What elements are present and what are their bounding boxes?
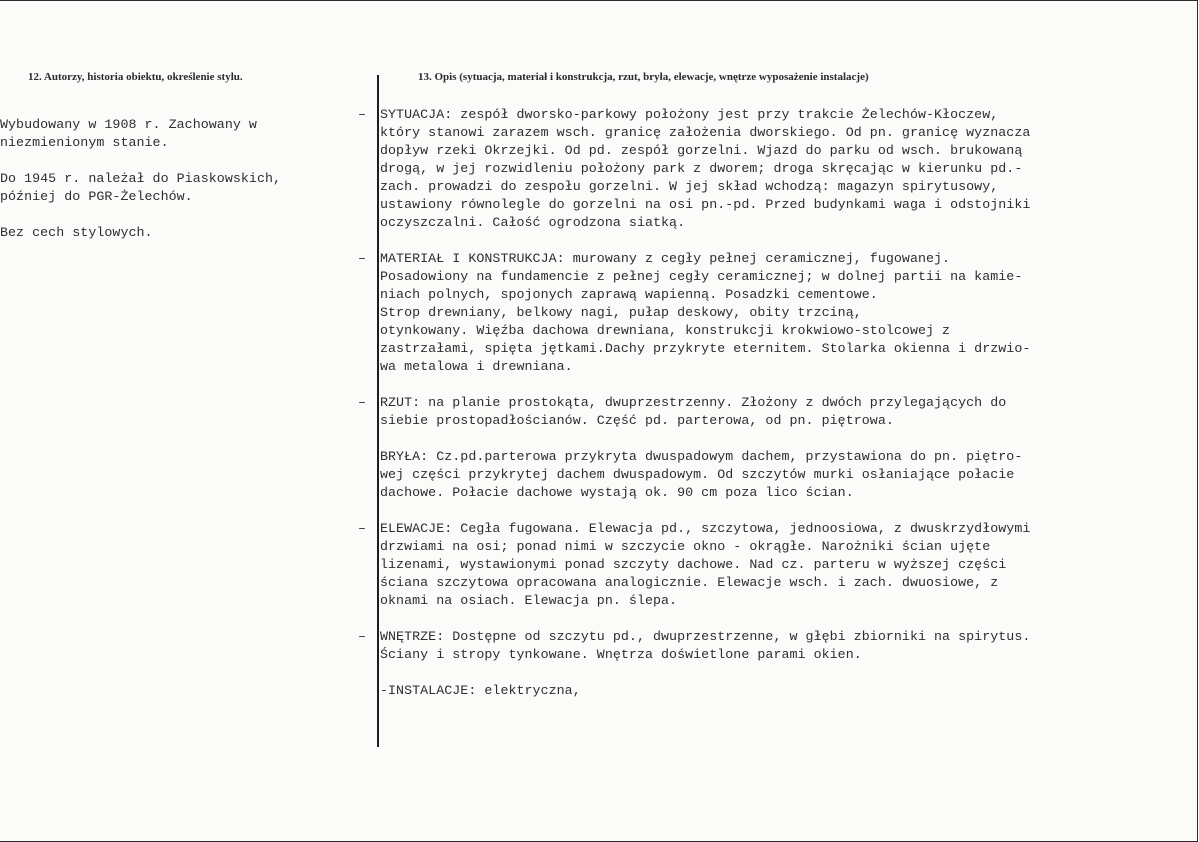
text-line: SYTUACJA: zespół dworsko-parkowy położony jest przy trakcie Żelechów-Kłoczew,	[380, 107, 999, 122]
text-line: Do 1945 r. należał do Piaskowskich,	[0, 171, 282, 186]
section-dash-marker: –	[358, 629, 367, 644]
text-line: wej części przykrytej dachem dwuspadowym. Od szczytów murki osłaniające połacie	[380, 467, 1015, 482]
text-line: zastrzałami, spięta jętkami.Dachy przykryte eternitem. Stolarka okienna i drzwio-	[380, 341, 1031, 356]
text-line: Posadowiony na fundamencie z pełnej cegły ceramicznej; w dolnej partii na kamie-	[380, 269, 1023, 284]
section-12-heading: 12. Autorzy, historia obiektu, określenie stylu.	[28, 71, 243, 83]
text-line: Bez cech stylowych.	[0, 225, 153, 240]
text-line: ELEWACJE: Cegła fugowana. Elewacja pd., szczytowa, jednoosiowa, z dwuskrzydłowymi	[380, 521, 1031, 536]
text-line: zach. prowadzi do zespołu gorzelni. W jej skład wchodzą: magazyn spirytusowy,	[380, 179, 999, 194]
history-paragraph	[0, 224, 281, 242]
description-column	[358, 106, 1190, 718]
description-section	[358, 106, 1190, 232]
history-paragraph	[0, 170, 281, 206]
description-section	[358, 520, 1190, 610]
text-line: niach polnych, spojonych zaprawą wapienną. Posadzki cementowe.	[380, 287, 878, 302]
history-column	[0, 116, 281, 260]
section-dash-marker: –	[358, 521, 367, 536]
description-section	[380, 448, 1190, 502]
description-section	[380, 682, 1190, 700]
text-line: lizenami, wystawionymi ponad szczyty dachowe. Nad cz. parteru w wyższej części	[380, 557, 1007, 572]
text-line: -INSTALACJE: elektryczna,	[380, 683, 581, 698]
column-divider	[377, 75, 379, 747]
text-line: później do PGR-Żelechów.	[0, 189, 193, 204]
description-section	[358, 394, 1190, 430]
text-line: oknami na osiach. Elewacja pn. ślepa.	[380, 593, 678, 608]
description-section	[358, 628, 1190, 664]
text-line: Strop drewniany, belkowy nagi, pułap deskowy, obity trzciną,	[380, 305, 862, 320]
text-line: dachowe. Połacie dachowe wystają ok. 90 cm poza lico ścian.	[380, 485, 854, 500]
text-line: siebie prostopadłościanów. Część pd. parterowa, od pn. piętrowa.	[380, 413, 894, 428]
text-line: drzwiami na osi; ponad nimi w szczycie okno - okrągłe. Narożniki ścian ujęte	[380, 539, 991, 554]
text-line: WNĘTRZE: Dostępne od szczytu pd., dwuprzestrzenne, w głębi zbiorniki na spirytus.	[380, 629, 1031, 644]
section-dash-marker: –	[358, 395, 367, 410]
text-line: MATERIAŁ I KONSTRUKCJA: murowany z cegły pełnej ceramicznej, fugowanej.	[380, 251, 951, 266]
section-dash-marker: –	[358, 251, 367, 266]
text-line: niezmienionym stanie.	[0, 135, 169, 150]
text-line: drogą, w jej rozwidleniu położony park z dworem; droga skręcając w kierunku pd.-	[380, 161, 1023, 176]
text-line: Ściany i stropy tynkowane. Wnętrza doświetlone parami okien.	[380, 647, 862, 662]
section-13-heading: 13. Opis (sytuacja, materiał i konstrukcja, rzut, bryła, elewacje, wnętrze wyposażenie instalacje)	[418, 71, 869, 83]
text-line: otynkowany. Więźba dachowa drewniana, konstrukcji krokwiowo-stolcowej z	[380, 323, 951, 338]
text-line: który stanowi zarazem wsch. granicę założenia dworskiego. Od pn. granicę wyznacza	[380, 125, 1031, 140]
text-line: wa metalowa i drewniana.	[380, 359, 573, 374]
description-section	[358, 250, 1190, 376]
text-line: BRYŁA: Cz.pd.parterowa przykryta dwuspadowym dachem, przystawiona do pn. piętro-	[380, 449, 1023, 464]
text-line: oczyszczalni. Całość ogrodzona siatką.	[380, 215, 686, 230]
text-line: ściana szczytowa opracowana analogicznie. Elewacje wsch. i zach. dwuosiowe, z	[380, 575, 999, 590]
section-dash-marker: –	[358, 107, 367, 122]
text-line: RZUT: na planie prostokąta, dwuprzestrzenny. Złożony z dwóch przylegających do	[380, 395, 1007, 410]
text-line: Wybudowany w 1908 r. Zachowany w	[0, 117, 257, 132]
text-line: ustawiony równolegle do gorzelni na osi pn.-pd. Przed budynkami waga i odstojniki	[380, 197, 1031, 212]
history-paragraph	[0, 116, 281, 152]
text-line: dopływ rzeki Okrzejki. Od pd. zespół gorzelni. Wjazd do parku od wsch. brukowaną	[380, 143, 1023, 158]
